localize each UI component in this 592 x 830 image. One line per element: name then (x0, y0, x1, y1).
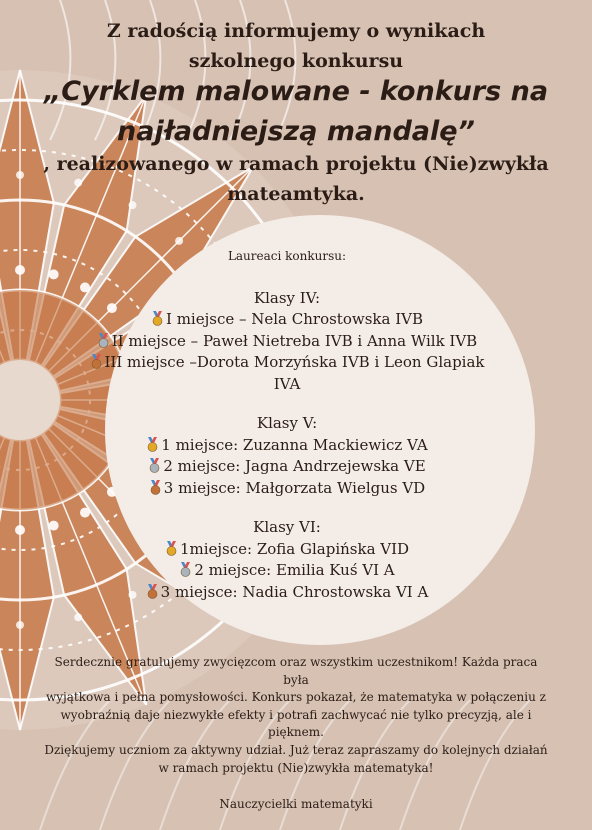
intro-line-1: Z radością informujemy o wynikach (106, 20, 486, 42)
gold-medal-icon (165, 541, 178, 556)
group-name: Klasy VI: (253, 518, 321, 536)
silver-medal-icon (97, 333, 110, 348)
place-item: 2 miejsce: Jagna Andrzejewska VE (72, 456, 502, 478)
thanks-text: Dziękujemy uczniom za aktywny udział. Już teraz zapraszamy do kolejnych działań w ramach projektu (Nie)zwykła matematyka! (44, 743, 548, 775)
group-name: Klasy IV: (253, 288, 321, 307)
signature: Nauczycielki matematyki (219, 797, 373, 811)
gold-medal-icon (146, 437, 159, 452)
place-item: III miejsce –Dorota Morzyńska IVB i Leon Glapiak (72, 352, 502, 374)
place-item: I miejsce – Nela Chrostowska IVB (72, 309, 502, 331)
place-item: 3 miejsce: Nadia Chrostowska VI A (72, 582, 502, 604)
place-item: 1miejsce: Zofia Glapińska VID (72, 539, 502, 561)
congratulations-text: Serdecznie gratulujemy zwycięzcom oraz wszystkim uczestnikom! Każda praca była wyjątkowa i pełna pomysłowości. Konkurs pokazał, że matematyka w połączeniu z wyobraźnią daje niezwykłe efekty i potrafi zachwycać nie tylko precyzją, ale i pięknem. (45, 655, 546, 739)
group-name: Klasy V: (256, 414, 318, 432)
project-line-1: , realizowanego w ramach projektu (Nie)zwykła (43, 153, 549, 175)
group-klasy-vi (72, 517, 502, 603)
project-line-2: mateamtyka. (227, 183, 365, 205)
contest-title-line-2: najładniejszą mandalę” (117, 116, 475, 147)
contest-title-line-1: „Cyrklem malowane - konkurs na (43, 76, 549, 107)
bronze-medal-icon (146, 584, 159, 599)
place-item: 3 miejsce: Małgorzata Wielgus VD (72, 478, 502, 500)
place-item: II miejsce – Paweł Nietreba IVB i Anna Wilk IVB (72, 331, 502, 353)
results-list (72, 246, 502, 603)
place-item: 1 miejsce: Zuzanna Mackiewicz VA (72, 435, 502, 457)
group-klasy-v (72, 413, 502, 499)
place-item-continuation: IVA (273, 374, 301, 393)
results-heading: Laureaci konkursu: (227, 249, 347, 263)
bronze-medal-icon (90, 354, 103, 369)
place-item: 2 miejsce: Emilia Kuś VI A (72, 560, 502, 582)
gold-medal-icon (151, 311, 164, 326)
silver-medal-icon (148, 458, 161, 473)
intro-line-2: szkolnego konkursu (188, 50, 404, 72)
group-klasy-iv (72, 288, 502, 396)
bronze-medal-icon (149, 480, 162, 495)
silver-medal-icon (179, 562, 192, 577)
